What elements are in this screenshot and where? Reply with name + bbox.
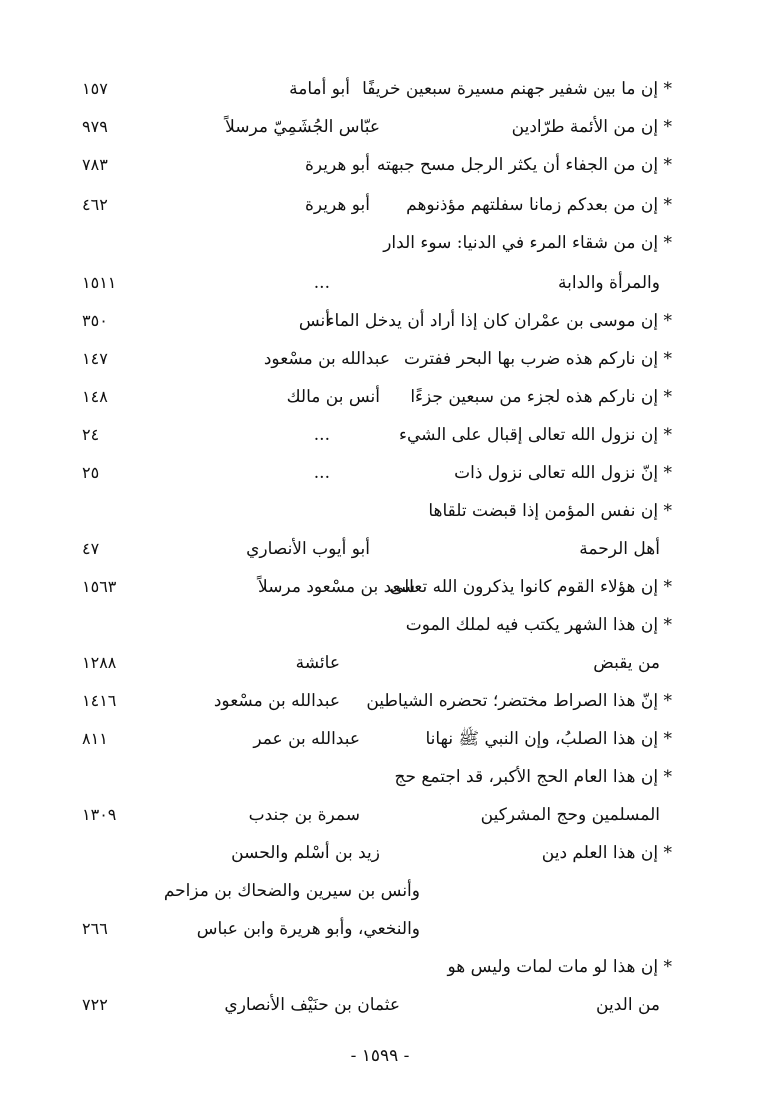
narrator: أنس (298, 311, 330, 331)
page-number: ٨١١ (82, 729, 108, 748)
hadith-text: أهل الرحمة (579, 539, 660, 559)
index-entry (0, 834, 760, 872)
page-number: ٢٥ (82, 463, 100, 482)
page-number (82, 758, 152, 796)
hadith-text: * إنّ نزول الله تعالى نزول ذات (454, 463, 672, 483)
index-entry (0, 264, 760, 302)
hadith-text: * إن هذا العلم دين (541, 843, 672, 863)
page-number: ١٤١٦ (82, 691, 117, 710)
page-number: ٤٧ (82, 539, 100, 558)
index-entry (0, 492, 760, 530)
page-number (82, 606, 152, 644)
page-number: ١٣٠٩ (82, 805, 117, 824)
page-footer-number: - ١٥٩٩ - (350, 1046, 410, 1066)
index-entry (0, 758, 760, 796)
hadith-text: * إن هذا العام الحج الأكبر، قد اجتمع حج (394, 767, 672, 787)
hadith-text: * إن ناركم هذه ضرب بها البحر ففترت (403, 349, 672, 369)
hadith-text: * إن هذا الشهر يكتب فيه لملك الموت (405, 615, 672, 635)
hadith-text: المسلمين وحج المشركين (480, 805, 660, 825)
narrator: أبو أيوب الأنصاري (246, 539, 370, 559)
hadith-text: * إن من بعدكم زمانا سفلتهم مؤذنوهم (406, 195, 672, 215)
narrator: أبو هريرة (304, 195, 370, 215)
narrator: زيد بن أسْلم والحسن (231, 843, 380, 863)
hadith-text: * إن من الجفاء أن يكثر الرجل مسح جبهته (376, 155, 672, 175)
hadith-text: من الدين (596, 995, 660, 1015)
index-entry (0, 70, 760, 108)
index-entry (0, 872, 760, 910)
index-entry (0, 568, 760, 606)
index-entry (0, 224, 760, 262)
index-entry (0, 720, 760, 758)
page-number: ٢٤ (82, 425, 100, 444)
page-number: ١٥٦٣ (82, 577, 117, 596)
page-number: ١٥١١ (82, 273, 117, 292)
page-number (82, 834, 152, 872)
hadith-text: * إن نزول الله تعالى إقبال على الشيء (399, 425, 672, 445)
page-number (82, 224, 152, 262)
index-entry (0, 302, 760, 340)
index-entry (0, 146, 760, 184)
narrator: وأنس بن سيرين والضحاك بن مزاحم (163, 881, 420, 901)
hadith-text: * إن نفس المؤمن إذا قبضت تلقاها (428, 501, 672, 521)
narrator: والنخعي، وأبو هريرة وابن عباس (196, 919, 420, 939)
page-number: ١٤٨ (82, 387, 108, 406)
page-number (82, 492, 152, 530)
page-number: ٩٧٩ (82, 117, 108, 136)
index-entry (0, 796, 760, 834)
page-number: ٧٨٣ (82, 155, 108, 174)
narrator: عبدالله بن عمر (253, 729, 360, 749)
hadith-text: من يقبض (593, 653, 660, 673)
narrator: عبدالله بن مسْعود (263, 349, 390, 369)
index-entry (0, 454, 760, 492)
page-number (82, 872, 152, 910)
hadith-text: * إنّ هذا الصراط مختضر؛ تحضره الشياطين (366, 691, 672, 711)
page-number: ٤٦٢ (82, 195, 108, 214)
narrator: أنس بن مالك (286, 387, 380, 407)
narrator: عبدالله بن مسْعود (213, 691, 340, 711)
narrator: ... (313, 425, 330, 445)
page-number: ١٥٧ (82, 79, 108, 98)
index-entry (0, 644, 760, 682)
hadith-text: * إن هذا الصلبُ، وإن النبي ﷺ نهانا (425, 729, 672, 749)
page-number: ٢٦٦ (82, 919, 108, 938)
narrator: ... (313, 273, 330, 293)
hadith-text: * إن من الأئمة طرّادين (511, 117, 672, 137)
page-number: ٣٥٠ (82, 311, 108, 330)
narrator: سعد بن مسْعود مرسلاً (258, 577, 415, 597)
index-entry (0, 186, 760, 224)
index-entry (0, 378, 760, 416)
narrator: عبّاس الجُشَمِيّ مرسلاً (225, 117, 380, 137)
narrator: عثمان بن حنَيْف الأنصاري (224, 995, 400, 1015)
hadith-text: * إن هذا لو مات لمات وليس هو (447, 957, 672, 977)
narrator: سمرة بن جندب (248, 805, 360, 825)
hadith-text: * إن موسى بن عمْران كان إذا أراد أن يدخل الماء (326, 311, 672, 331)
hadith-text: * إن ناركم هذه لجزء من سبعين جزءًا (410, 387, 672, 407)
page-number (82, 948, 152, 986)
index-entry (0, 910, 760, 948)
narrator: ... (313, 463, 330, 483)
hadith-text: * إن هؤلاء القوم كانوا يذكرون الله تعالى (389, 577, 672, 597)
index-entry (0, 108, 760, 146)
hadith-text: * إن ما بين شفير جهنم مسيرة سبعين خريفًا (362, 79, 672, 99)
index-entry (0, 530, 760, 568)
index-entry (0, 682, 760, 720)
narrator: عائشة (295, 653, 340, 673)
index-entry (0, 606, 760, 644)
index-entry (0, 416, 760, 454)
index-entry (0, 340, 760, 378)
page-number: ٧٢٢ (82, 995, 108, 1014)
index-entry (0, 986, 760, 1024)
narrator: أبو هريرة (304, 155, 370, 175)
index-entry (0, 948, 760, 986)
hadith-text: والمرأة والدابة (558, 273, 660, 293)
hadith-text: * إن من شقاء المرء في الدنيا: سوء الدار (383, 233, 672, 253)
narrator: أبو أمامة (289, 79, 350, 99)
page-number: ١٤٧ (82, 349, 108, 368)
page-number: ١٢٨٨ (82, 653, 117, 672)
